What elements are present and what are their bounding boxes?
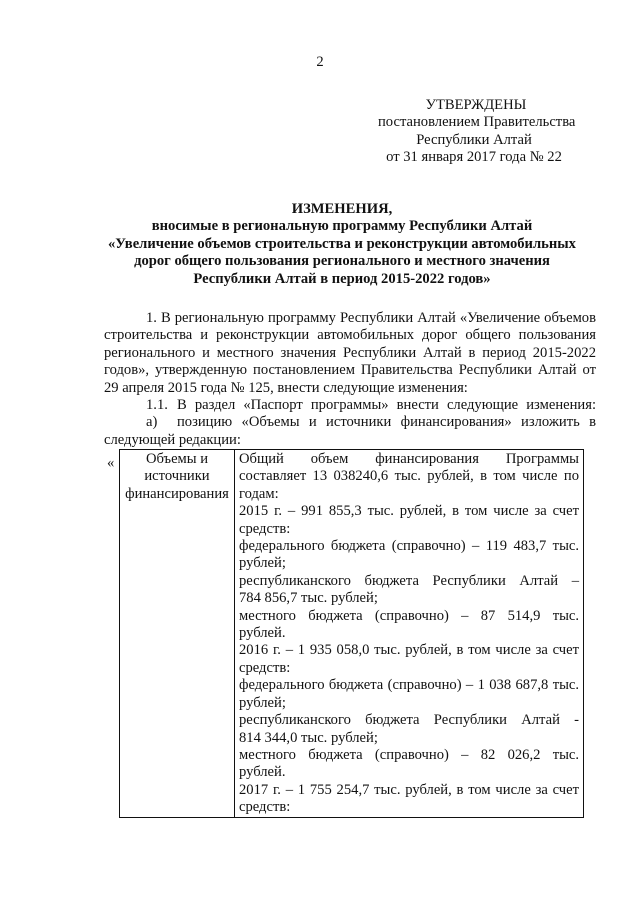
title-line: вносимые в региональную программу Республики Алтай (151, 218, 533, 235)
label-line: источники (144, 468, 210, 485)
content-line: 784 856,7 тыс. рублей; (239, 590, 378, 607)
content-line: Общий объем финансирования Программы (239, 451, 579, 467)
financing-content-cell (235, 450, 584, 818)
content-line: средств: (239, 799, 291, 816)
content-line: рублей. (239, 764, 286, 781)
approval-line: Республики Алтай (416, 131, 532, 148)
item-a (104, 414, 596, 431)
item-text: В раздел «Паспорт программы» внести следующие изменения: (177, 397, 596, 414)
content-line: годам: (239, 485, 279, 502)
approval-line: от 31 января 2017 года № 22 (386, 149, 562, 166)
label-line: Объемы и (145, 451, 209, 467)
content-line: федерального бюджета (справочно) – 119 483,7 тыс. (239, 538, 579, 555)
paragraph-line: строительства и реконструкции автомобильных дорог общего пользования (104, 327, 596, 344)
financing-table (119, 449, 584, 818)
content-line: составляет 13 038240,6 тыс. рублей, в том числе по (239, 468, 579, 485)
open-quote: « (107, 455, 115, 471)
label-line: финансирования (125, 485, 229, 502)
content-line: рублей; (239, 694, 286, 711)
title-line: ИЗМЕНЕНИЯ, (291, 201, 393, 217)
approval-heading: УТВЕРЖДЕНЫ (425, 97, 527, 113)
content-line: местного бюджета (справочно) – 82 026,2 тыс. (239, 746, 579, 763)
financing-label-cell (120, 450, 235, 818)
approval-line: постановлением Правительства (378, 114, 576, 131)
content-line: рублей; (239, 555, 286, 572)
item-number: а) (146, 414, 158, 431)
item-number: 1.1. (146, 397, 168, 414)
page-number: 2 (316, 54, 324, 70)
content-line: республиканского бюджета Республики Алтай – (239, 572, 579, 589)
paragraph-line: регионального и местного значения Республики Алтай в период 2015-2022 (104, 344, 596, 361)
content-line: 2015 г. – 991 855,3 тыс. рублей, в том числе за счет (239, 503, 579, 520)
item-1-1 (104, 397, 596, 414)
body-text (104, 310, 596, 449)
title-line: Республики Алтай в период 2015-2022 годов» (193, 270, 491, 287)
content-line: средств: (239, 659, 291, 676)
paragraph-line: 1. В региональную программу Республики Алтай «Увеличение объемов (146, 310, 596, 326)
paragraph-line: следующей редакции: (104, 431, 241, 448)
content-line: 2017 г. – 1 755 254,7 тыс. рублей, в том числе за счет (239, 781, 579, 798)
approval-block (378, 97, 576, 167)
content-line: 814 344,0 тыс. рублей; (239, 729, 378, 746)
title-line: дорог общего пользования регионального и местного значения (134, 253, 550, 270)
content-line: 2016 г. – 1 935 058,0 тыс. рублей, в том числе за счет (239, 642, 579, 659)
title-line: «Увеличение объемов строительства и реконструкции автомобильных (108, 235, 576, 252)
content-line: республиканского бюджета Республики Алтай - (239, 712, 579, 729)
content-line: федерального бюджета (справочно) – 1 038 687,8 тыс. (239, 677, 579, 694)
item-text: позицию «Объемы и источники финансирования» изложить в (177, 414, 596, 431)
content-line: рублей. (239, 625, 286, 642)
content-line: средств: (239, 520, 291, 537)
document-title (96, 201, 588, 288)
content-line: местного бюджета (справочно) – 87 514,9 тыс. (239, 607, 579, 624)
paragraph-line: годов», утвержденную постановлением Правительства Республики Алтай от (104, 362, 596, 379)
paragraph-line: 29 апреля 2015 года № 125, внести следующие изменения: (104, 379, 468, 396)
